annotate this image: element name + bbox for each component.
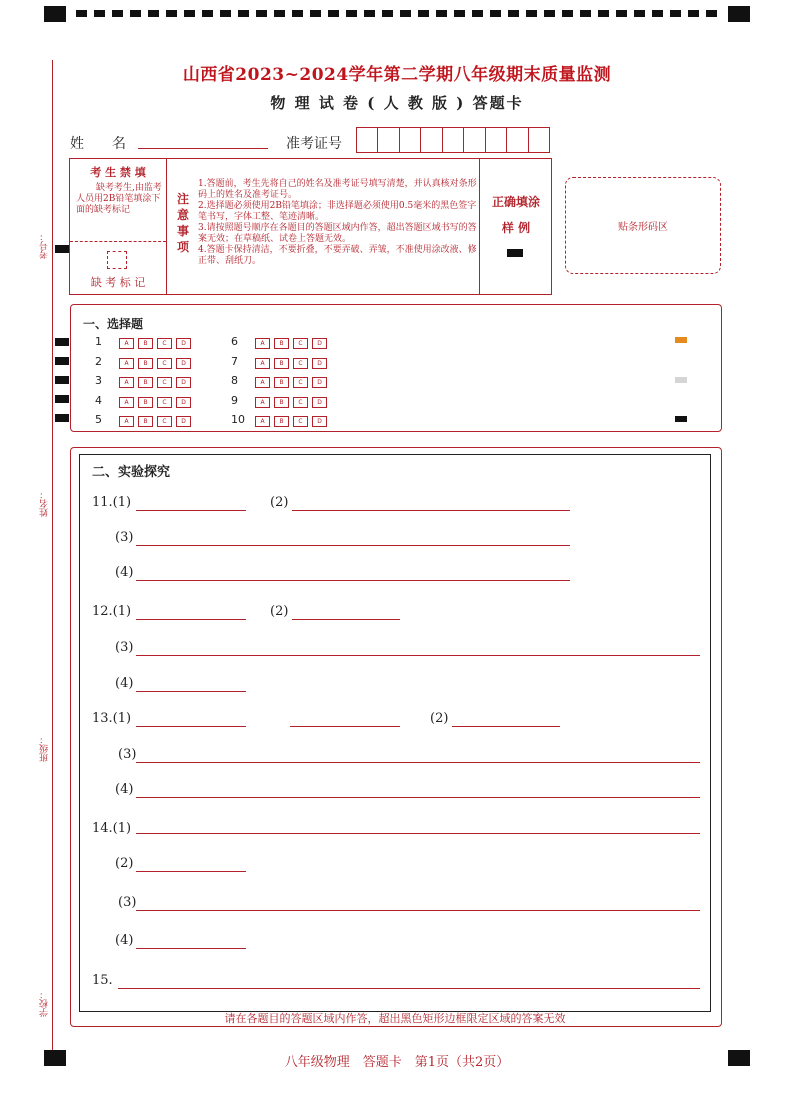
answer-line[interactable] [452, 726, 560, 727]
option-bubble-b[interactable]: B [274, 416, 289, 427]
q14-3-label: (3) [118, 895, 137, 910]
strip-dash [310, 10, 321, 17]
strip-dash [454, 10, 465, 17]
notice-item: 3.请按照题号顺序在各题目的答题区域内作答，超出答题区域书写的答案无效；在草稿纸、试卷上答题无效。 [198, 223, 477, 244]
choice-row [95, 335, 195, 349]
option-bubble-d[interactable]: D [312, 338, 327, 349]
option-bubble-d[interactable]: D [312, 397, 327, 408]
option-bubble-a[interactable]: A [255, 397, 270, 408]
answer-line[interactable] [136, 545, 570, 546]
option-bubble-b[interactable]: B [138, 416, 153, 427]
strip-dash [274, 10, 285, 17]
question-number: 1 [95, 335, 102, 348]
timing-mark [55, 338, 69, 346]
sample-heading: 正确填涂 [491, 195, 540, 209]
strip-dash [202, 10, 213, 17]
notice-heading: 注意事项 [176, 192, 189, 254]
timing-mark [55, 245, 69, 253]
exam-no-cell[interactable] [485, 127, 507, 153]
option-bubble-a[interactable]: A [255, 358, 270, 369]
q12-3-label: (3) [115, 640, 134, 655]
absent-heading: 考 生 禁 填 [90, 166, 146, 179]
option-bubble-b[interactable]: B [138, 377, 153, 388]
strip-dash [220, 10, 231, 17]
question-number: 5 [95, 413, 102, 426]
q13-2-label: (2) [430, 711, 449, 726]
option-bubble-d[interactable]: D [176, 397, 191, 408]
question-number: 6 [231, 335, 238, 348]
question-number: 2 [95, 354, 102, 368]
question-number: 8 [231, 374, 238, 387]
strip-dash [148, 10, 159, 17]
strip-dash [670, 10, 681, 17]
strip-dash [364, 10, 375, 17]
strip-dash [76, 10, 87, 17]
q12-1-label: 12.(1) [92, 604, 132, 619]
exam-no-cell[interactable] [399, 127, 421, 153]
name-label: 姓 名 [70, 136, 126, 152]
side-label-school: 学校： [40, 990, 50, 1017]
q15-label: 15. [92, 973, 113, 988]
strip-dash [400, 10, 411, 17]
page-subtitle: 物 理 试 卷 ( 人 教 版 ) 答题卡 [270, 94, 524, 112]
exam-no-cell[interactable] [463, 127, 485, 153]
timing-mark [55, 414, 69, 422]
choice-row [231, 394, 331, 408]
answer-line[interactable] [136, 619, 246, 620]
option-bubble-b[interactable]: B [138, 397, 153, 408]
exam-no-cell[interactable] [442, 127, 464, 153]
option-bubble-c[interactable]: C [157, 338, 172, 349]
option-bubble-a[interactable]: A [119, 358, 134, 369]
question-number: 10 [231, 413, 245, 426]
page-footer: 八年级物理 答题卡 第1页（共2页） [284, 1055, 510, 1070]
notice-item: 4.答题卡保持清洁，不要折叠，不要弄破、弄皱，不准使用涂改液、修正带、刮纸刀。 [198, 245, 477, 266]
answer-line[interactable] [136, 910, 700, 911]
exam-no-grid[interactable] [356, 127, 550, 153]
strip-dash [256, 10, 267, 17]
option-bubble-b[interactable]: B [138, 338, 153, 349]
barcode-area [565, 177, 721, 274]
strip-dash [94, 10, 105, 17]
timing-mark [55, 395, 69, 403]
strip-dash [382, 10, 393, 17]
strip-dash [580, 10, 591, 17]
exam-no-label: 准考证号 [286, 136, 342, 152]
strip-dash [238, 10, 249, 17]
exam-no-cell[interactable] [528, 127, 550, 153]
choice-row [231, 374, 331, 388]
option-bubble-c[interactable]: C [293, 416, 308, 427]
answer-line[interactable] [136, 797, 700, 798]
strip-dash [346, 10, 357, 17]
orange-mark [675, 337, 687, 343]
strip-dash [490, 10, 501, 17]
option-bubble-d[interactable]: D [176, 338, 191, 349]
option-bubble-d[interactable]: D [312, 358, 327, 369]
q13-1-label: 13.(1) [92, 711, 132, 726]
option-bubble-b[interactable]: B [274, 338, 289, 349]
option-bubble-a[interactable]: A [255, 377, 270, 388]
answer-line[interactable] [136, 726, 246, 727]
q14-1-label: 14.(1) [92, 821, 132, 836]
exam-no-cell[interactable] [356, 127, 378, 153]
gray-mark [675, 377, 687, 383]
option-bubble-a[interactable]: A [119, 377, 134, 388]
sample-sub: 样 例 [501, 221, 531, 235]
choice-row [231, 355, 331, 369]
experiment-section-title: 二、实验探究 [92, 465, 171, 480]
strip-dash [328, 10, 339, 17]
option-bubble-d[interactable]: D [312, 416, 327, 427]
answer-line[interactable] [292, 510, 570, 511]
choice-row [231, 413, 331, 427]
notice-list [198, 179, 478, 267]
choice-section-title: 一、选择题 [83, 317, 144, 331]
option-bubble-b[interactable]: B [274, 397, 289, 408]
q11-4-label: (4) [115, 565, 134, 580]
answer-line[interactable] [136, 691, 246, 692]
option-bubble-c[interactable]: C [293, 338, 308, 349]
black-mark [675, 416, 687, 422]
q12-4-label: (4) [115, 676, 134, 691]
q13-4-label: (4) [115, 782, 134, 797]
answer-line[interactable] [118, 988, 700, 989]
option-bubble-d[interactable]: D [176, 416, 191, 427]
q12-2-label: (2) [270, 604, 289, 619]
sample-column [479, 159, 552, 294]
corner-mark-top-right [728, 6, 750, 22]
q11-3-label: (3) [115, 530, 134, 545]
info-box [69, 158, 552, 295]
option-bubble-a[interactable]: A [119, 397, 134, 408]
option-bubble-c[interactable]: C [157, 397, 172, 408]
option-bubble-d[interactable]: D [312, 377, 327, 388]
answer-line[interactable] [292, 619, 400, 620]
option-bubble-a[interactable]: A [255, 338, 270, 349]
binding-line [52, 60, 53, 1050]
timing-mark [55, 376, 69, 384]
q14-2-label: (2) [115, 856, 134, 871]
page-title: 山西省2023~2024学年第二学期八年级期末质量监测 [182, 65, 612, 85]
q11-2-label: (2) [270, 495, 289, 510]
option-bubble-c[interactable]: C [293, 377, 308, 388]
timing-mark [55, 357, 69, 365]
absent-mark-label: 缺 考 标 记 [90, 276, 146, 289]
strip-dash [292, 10, 303, 17]
q14-4-label: (4) [115, 933, 134, 948]
option-bubble-b[interactable]: B [274, 377, 289, 388]
option-bubble-c[interactable]: C [157, 358, 172, 369]
exam-no-cell[interactable] [420, 127, 442, 153]
absent-text: 缺考考生,由监考人员用2B铅笔填涂下面的缺考标记 [76, 183, 162, 215]
choice-row [95, 355, 195, 369]
strip-dash [472, 10, 483, 17]
answer-line[interactable] [136, 580, 570, 581]
exam-no-cell[interactable] [377, 127, 399, 153]
strip-dash [688, 10, 699, 17]
option-bubble-b[interactable]: B [138, 358, 153, 369]
option-bubble-a[interactable]: A [119, 338, 134, 349]
strip-dash [544, 10, 555, 17]
experiment-section [79, 454, 711, 1012]
option-bubble-d[interactable]: D [176, 358, 191, 369]
absent-mark-box[interactable] [107, 251, 127, 269]
strip-dash [508, 10, 519, 17]
boundary-warning: 请在各题目的答题区域内作答，超出黑色矩形边框限定区域的答案无效 [224, 1012, 566, 1025]
answer-line[interactable] [136, 655, 700, 656]
answer-line[interactable] [290, 726, 400, 727]
choice-row [95, 374, 195, 388]
strip-dash [418, 10, 429, 17]
answer-line[interactable] [136, 948, 246, 949]
absent-divider [70, 241, 166, 242]
strip-dash [652, 10, 663, 17]
question-number: 7 [231, 354, 238, 368]
option-bubble-c[interactable]: C [293, 358, 308, 369]
option-bubble-b[interactable]: B [274, 358, 289, 369]
option-bubble-c[interactable]: C [157, 377, 172, 388]
side-label-name: 姓名： [40, 490, 50, 517]
option-bubble-a[interactable]: A [255, 416, 270, 427]
strip-dash [526, 10, 537, 17]
choice-row [95, 413, 195, 427]
strip-dash [166, 10, 177, 17]
answer-line[interactable] [136, 833, 700, 834]
exam-no-cell[interactable] [506, 127, 528, 153]
strip-dash [130, 10, 141, 17]
strip-dash [616, 10, 627, 17]
strip-dash [112, 10, 123, 17]
answer-line[interactable] [136, 510, 246, 511]
option-bubble-d[interactable]: D [176, 377, 191, 388]
answer-line[interactable] [136, 762, 700, 763]
barcode-label: 贴条形码区 [618, 222, 668, 233]
choice-row [95, 394, 195, 408]
notice-item: 2.选择题必须使用2B铅笔填涂；非选择题必须使用0.5毫米的黑色签字笔书写，字体工整、笔迹清晰。 [198, 201, 477, 222]
strip-dash [634, 10, 645, 17]
strip-dash [436, 10, 447, 17]
strip-dash [562, 10, 573, 17]
q13-3-label: (3) [118, 747, 137, 762]
side-label-class: 班级： [40, 735, 50, 762]
name-field[interactable] [138, 148, 268, 149]
strip-dash [706, 10, 717, 17]
strip-dash [598, 10, 609, 17]
q11-1-label: 11.(1) [92, 495, 132, 510]
answer-line[interactable] [136, 871, 246, 872]
absent-column [70, 159, 167, 294]
side-label-exam-no: 考号： [40, 232, 50, 259]
option-bubble-a[interactable]: A [119, 416, 134, 427]
question-number: 4 [95, 393, 102, 407]
option-bubble-c[interactable]: C [293, 397, 308, 408]
sample-fill-mark [507, 249, 523, 257]
notice-item: 1.答题前，考生先将自己的姓名及准考证号填写清楚，并认真核对条形码上的姓名及准考证号。 [198, 179, 477, 200]
strip-dash [184, 10, 195, 17]
choice-row [231, 335, 331, 349]
option-bubble-c[interactable]: C [157, 416, 172, 427]
corner-mark-top-left [44, 6, 66, 22]
question-number: 9 [231, 393, 238, 407]
question-number: 3 [95, 374, 102, 387]
choice-section [70, 304, 722, 432]
